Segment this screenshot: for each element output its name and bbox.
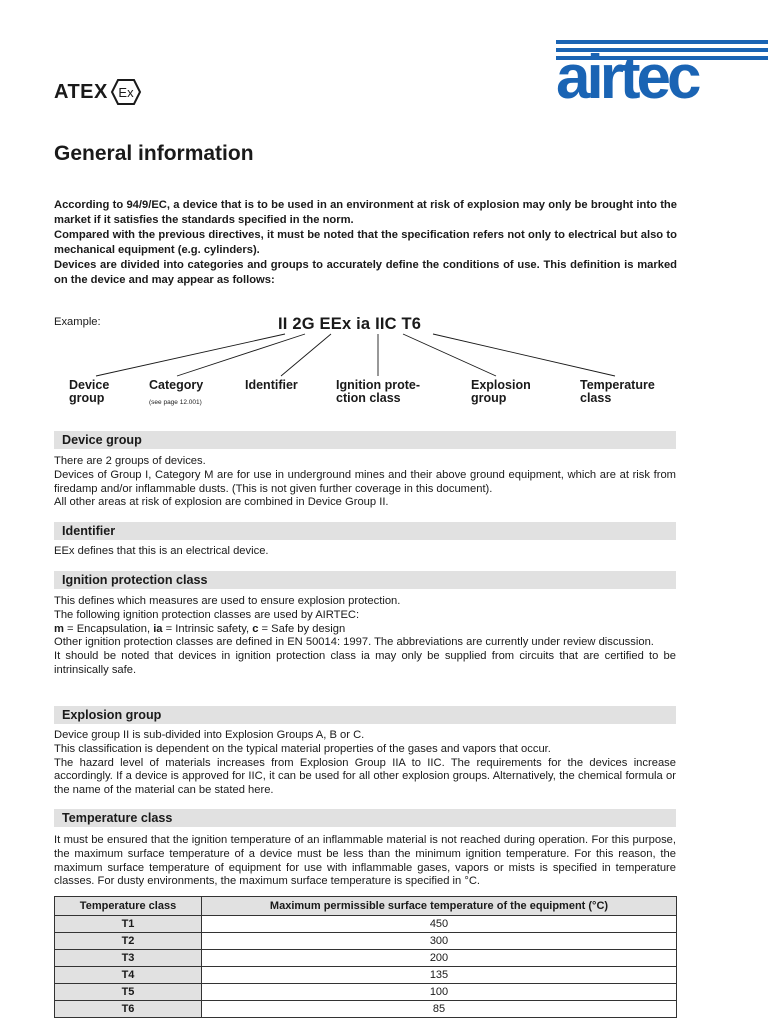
table-row (55, 967, 677, 984)
label-category: Category (see page 12.001) (149, 379, 203, 409)
table-row (55, 933, 677, 950)
intro-paragraph: According to 94/9/EC, a device that is to be used in an environment at risk of explosion may only be brought into the market if it satisfies the standards specified in the norm. (54, 199, 677, 226)
airtec-logo (556, 40, 768, 102)
example-code: II 2G EEx ia IIC T6 (278, 315, 422, 333)
section-heading-device-group: Device group (54, 431, 676, 449)
section-body-explosion-group: Device group II is sub-divided into Explosion Groups A, B or C. This classification is dependent on the typical material properties of the gases and vapors that occur. The hazard level of materials increases from Explosion Group IIA to IIC. The requirements for the devices increase accordingly. If a device is approved for IIC, it can be used for all other explosion groups. Alternatively, the chemical formula or the name of the material can be stated here. (54, 729, 676, 797)
section-heading-temperature-class: Temperature class (54, 809, 676, 827)
section-body-temperature-class: It must be ensured that the ignition temperature of an inflammable material is not reached during operation. For this purpose, the maximum surface temperature of a device must be less than the minimum ignition temperature. For this reason, the maximum surface temperature of equipment for use with inflammable gases, vapors or mists is specified in temperature classes. For dusty environments, the maximum surface temperature is specified in °C. (54, 834, 676, 888)
table-header-cell: Maximum permissible surface temperature of the equipment (°C) (202, 897, 677, 916)
table-header-cell: Temperature class (55, 897, 202, 916)
section-heading-ignition: Ignition protection class (54, 571, 676, 589)
table-cell: T6 (55, 1001, 202, 1018)
intro-paragraph: Compared with the previous directives, it must be noted that the specification refers not only to electrical but also to mechanical equipment (e.g. cylinders). (54, 229, 677, 256)
table-cell: 300 (202, 933, 677, 950)
table-cell: T2 (55, 933, 202, 950)
table-cell: 85 (202, 1001, 677, 1018)
section-body-ignition: This defines which measures are used to ensure explosion protection. The following ignition protection classes are used by AIRTEC: m = Encapsulation, ia = Intrinsic safety, c = Safe by design Other ignition protection classes are defined in EN 50014: 1997. The abbreviations are currently under review discussion. It should be noted that devices in ignition protection class ia may only be supplied from circuits that are certified to be intrinsically safe. (54, 595, 676, 676)
section-body-device-group: There are 2 groups of devices. Devices of Group I, Category M are for use in underground mines and their above ground equipment, which are at risk from firedamp and/or inflammable dusts. (This is not given further coverage in this document). All other areas at risk of explosion are combined in Device Group II. (54, 455, 676, 509)
table-row (55, 916, 677, 933)
ex-hexagon-icon (110, 78, 142, 106)
category-note: (see page 12.001) (149, 399, 202, 406)
marking-connector-lines (0, 330, 768, 380)
label-temperature-class: Temperature class (580, 378, 655, 405)
table-cell: T1 (55, 916, 202, 933)
label-explosion-group: Explosion group (471, 378, 531, 405)
label-device-group: Device group (69, 378, 110, 405)
label-ignition-protection-class: Ignition prote- ction class (336, 378, 421, 405)
temperature-class-table (54, 896, 677, 1018)
table-cell: 200 (202, 950, 677, 967)
section-heading-identifier: Identifier (54, 522, 676, 540)
section-heading-explosion-group: Explosion group (54, 706, 676, 724)
example-label: Example: (54, 316, 101, 328)
label-identifier: Identifier (245, 378, 298, 392)
atex-label: ATEX (54, 80, 108, 103)
ex-mark-text: Ex (118, 85, 134, 100)
table-row (55, 950, 677, 967)
logo-text: airtec (556, 43, 698, 102)
intro-paragraph: Devices are divided into categories and groups to accurately define the conditions of use. This definition is marked on the device and may appear as follows: (54, 259, 677, 286)
page-title: General information (54, 142, 254, 165)
table-cell: 100 (202, 984, 677, 1001)
table-cell: T3 (55, 950, 202, 967)
table-row (55, 984, 677, 1001)
intro-text (54, 198, 677, 289)
table-row (55, 1001, 677, 1018)
table-cell: 135 (202, 967, 677, 984)
table-header-row (55, 897, 677, 916)
table-cell: T5 (55, 984, 202, 1001)
table-cell: 450 (202, 916, 677, 933)
table-cell: T4 (55, 967, 202, 984)
section-body-identifier: EEx defines that this is an electrical device. (54, 545, 269, 557)
ignition-class-list: m = Encapsulation, ia = Intrinsic safety, c = Safe by design (54, 622, 346, 635)
atex-heading (54, 78, 142, 106)
